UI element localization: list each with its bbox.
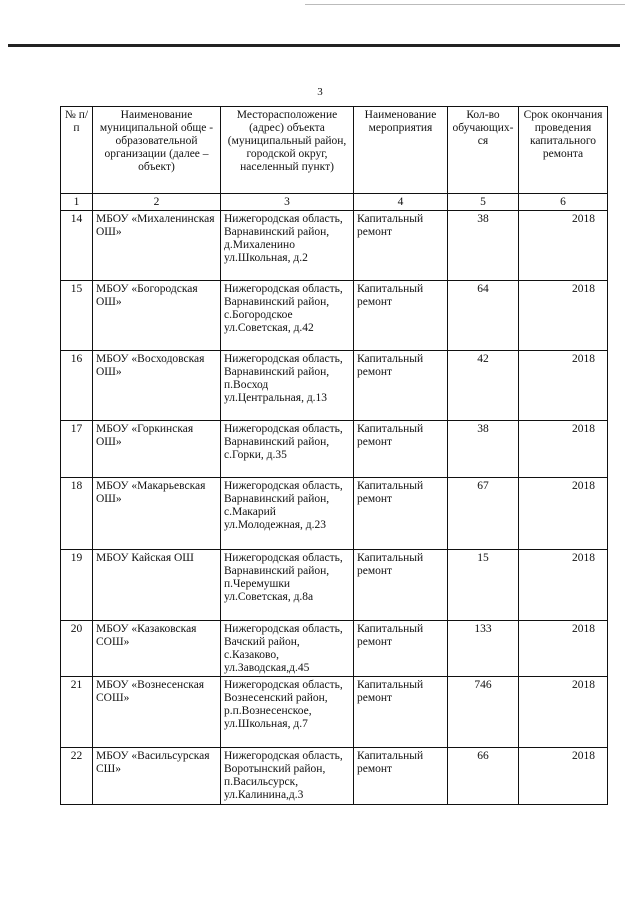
organization-name: МБОУ «Вознесенская СОШ» (93, 677, 221, 748)
location-address: Нижегородская область, Варнавинский район, с.Богородское ул.Советская, д.42 (221, 281, 354, 351)
column-index-row (61, 194, 608, 211)
row-number: 16 (61, 351, 93, 421)
table-row (61, 421, 608, 478)
header-num: № п/п (61, 107, 93, 194)
column-index: 5 (448, 194, 519, 211)
event-name: Капитальный ремонт (354, 281, 448, 351)
event-name: Капитальный ремонт (354, 621, 448, 677)
location-address: Нижегородская область, Варнавинский район, с.Горки, д.35 (221, 421, 354, 478)
location-address: Нижегородская область, Вознесенский район, р.п.Вознесенское, ул.Школьная, д.7 (221, 677, 354, 748)
deadline-year: 2018 (519, 478, 608, 550)
event-name: Капитальный ремонт (354, 478, 448, 550)
header-deadline: Срок окончания проведения капитального ремонта (519, 107, 608, 194)
student-count: 38 (448, 211, 519, 281)
student-count: 67 (448, 478, 519, 550)
organization-name: МБОУ «Горкинская ОШ» (93, 421, 221, 478)
event-name: Капитальный ремонт (354, 748, 448, 805)
row-number: 14 (61, 211, 93, 281)
header-event: Наименование мероприятия (354, 107, 448, 194)
organization-name: МБОУ «Макарьевская ОШ» (93, 478, 221, 550)
event-name: Капитальный ремонт (354, 677, 448, 748)
location-address: Нижегородская область, Варнавинский район, п.Черемушки ул.Советская, д.8а (221, 550, 354, 621)
table-row (61, 621, 608, 677)
column-index: 1 (61, 194, 93, 211)
organization-name: МБОУ Кайская ОШ (93, 550, 221, 621)
column-index: 4 (354, 194, 448, 211)
student-count: 42 (448, 351, 519, 421)
table-row (61, 677, 608, 748)
table-row (61, 351, 608, 421)
student-count: 133 (448, 621, 519, 677)
event-name: Капитальный ремонт (354, 211, 448, 281)
location-address: Нижегородская область, Воротынский район, п.Васильсурск, ул.Калинина,д.3 (221, 748, 354, 805)
deadline-year: 2018 (519, 621, 608, 677)
page-number: 3 (317, 86, 323, 98)
row-number: 18 (61, 478, 93, 550)
student-count: 746 (448, 677, 519, 748)
event-name: Капитальный ремонт (354, 351, 448, 421)
column-index: 2 (93, 194, 221, 211)
location-address: Нижегородская область, Варнавинский район, с.Макарий ул.Молодежная, д.23 (221, 478, 354, 550)
scan-artifact-line (305, 4, 625, 5)
location-address: Нижегородская область, Вачский район, с.Казаково, ул.Заводская,д.45 (221, 621, 354, 677)
student-count: 38 (448, 421, 519, 478)
row-number: 15 (61, 281, 93, 351)
row-number: 19 (61, 550, 93, 621)
table-row (61, 211, 608, 281)
table-row (61, 478, 608, 550)
student-count: 66 (448, 748, 519, 805)
table-row (61, 748, 608, 805)
deadline-year: 2018 (519, 421, 608, 478)
row-number: 17 (61, 421, 93, 478)
scan-page-edge (8, 44, 620, 47)
organization-name: МБОУ «Восходовская ОШ» (93, 351, 221, 421)
event-name: Капитальный ремонт (354, 550, 448, 621)
organization-name: МБОУ «Богородская ОШ» (93, 281, 221, 351)
deadline-year: 2018 (519, 748, 608, 805)
column-index: 6 (519, 194, 608, 211)
repair-schedule-table (60, 106, 608, 805)
header-location: Месторасположение (адрес) объекта (муниципальный район, городской округ, населенный пункт) (221, 107, 354, 194)
student-count: 64 (448, 281, 519, 351)
organization-name: МБОУ «Васильсурская СШ» (93, 748, 221, 805)
event-name: Капитальный ремонт (354, 421, 448, 478)
table-header-row (61, 107, 608, 194)
row-number: 21 (61, 677, 93, 748)
deadline-year: 2018 (519, 281, 608, 351)
header-organization: Наименование муниципальной обще - образовательной организации (далее – объект) (93, 107, 221, 194)
student-count: 15 (448, 550, 519, 621)
row-number: 20 (61, 621, 93, 677)
organization-name: МБОУ «Михаленинская ОШ» (93, 211, 221, 281)
deadline-year: 2018 (519, 351, 608, 421)
column-index: 3 (221, 194, 354, 211)
location-address: Нижегородская область, Варнавинский район, п.Восход ул.Центральная, д.13 (221, 351, 354, 421)
deadline-year: 2018 (519, 677, 608, 748)
table-row (61, 550, 608, 621)
table-row (61, 281, 608, 351)
header-students: Кол-во обучающих-ся (448, 107, 519, 194)
row-number: 22 (61, 748, 93, 805)
deadline-year: 2018 (519, 550, 608, 621)
organization-name: МБОУ «Казаковская СОШ» (93, 621, 221, 677)
location-address: Нижегородская область, Варнавинский район, д.Михаленино ул.Школьная, д.2 (221, 211, 354, 281)
deadline-year: 2018 (519, 211, 608, 281)
